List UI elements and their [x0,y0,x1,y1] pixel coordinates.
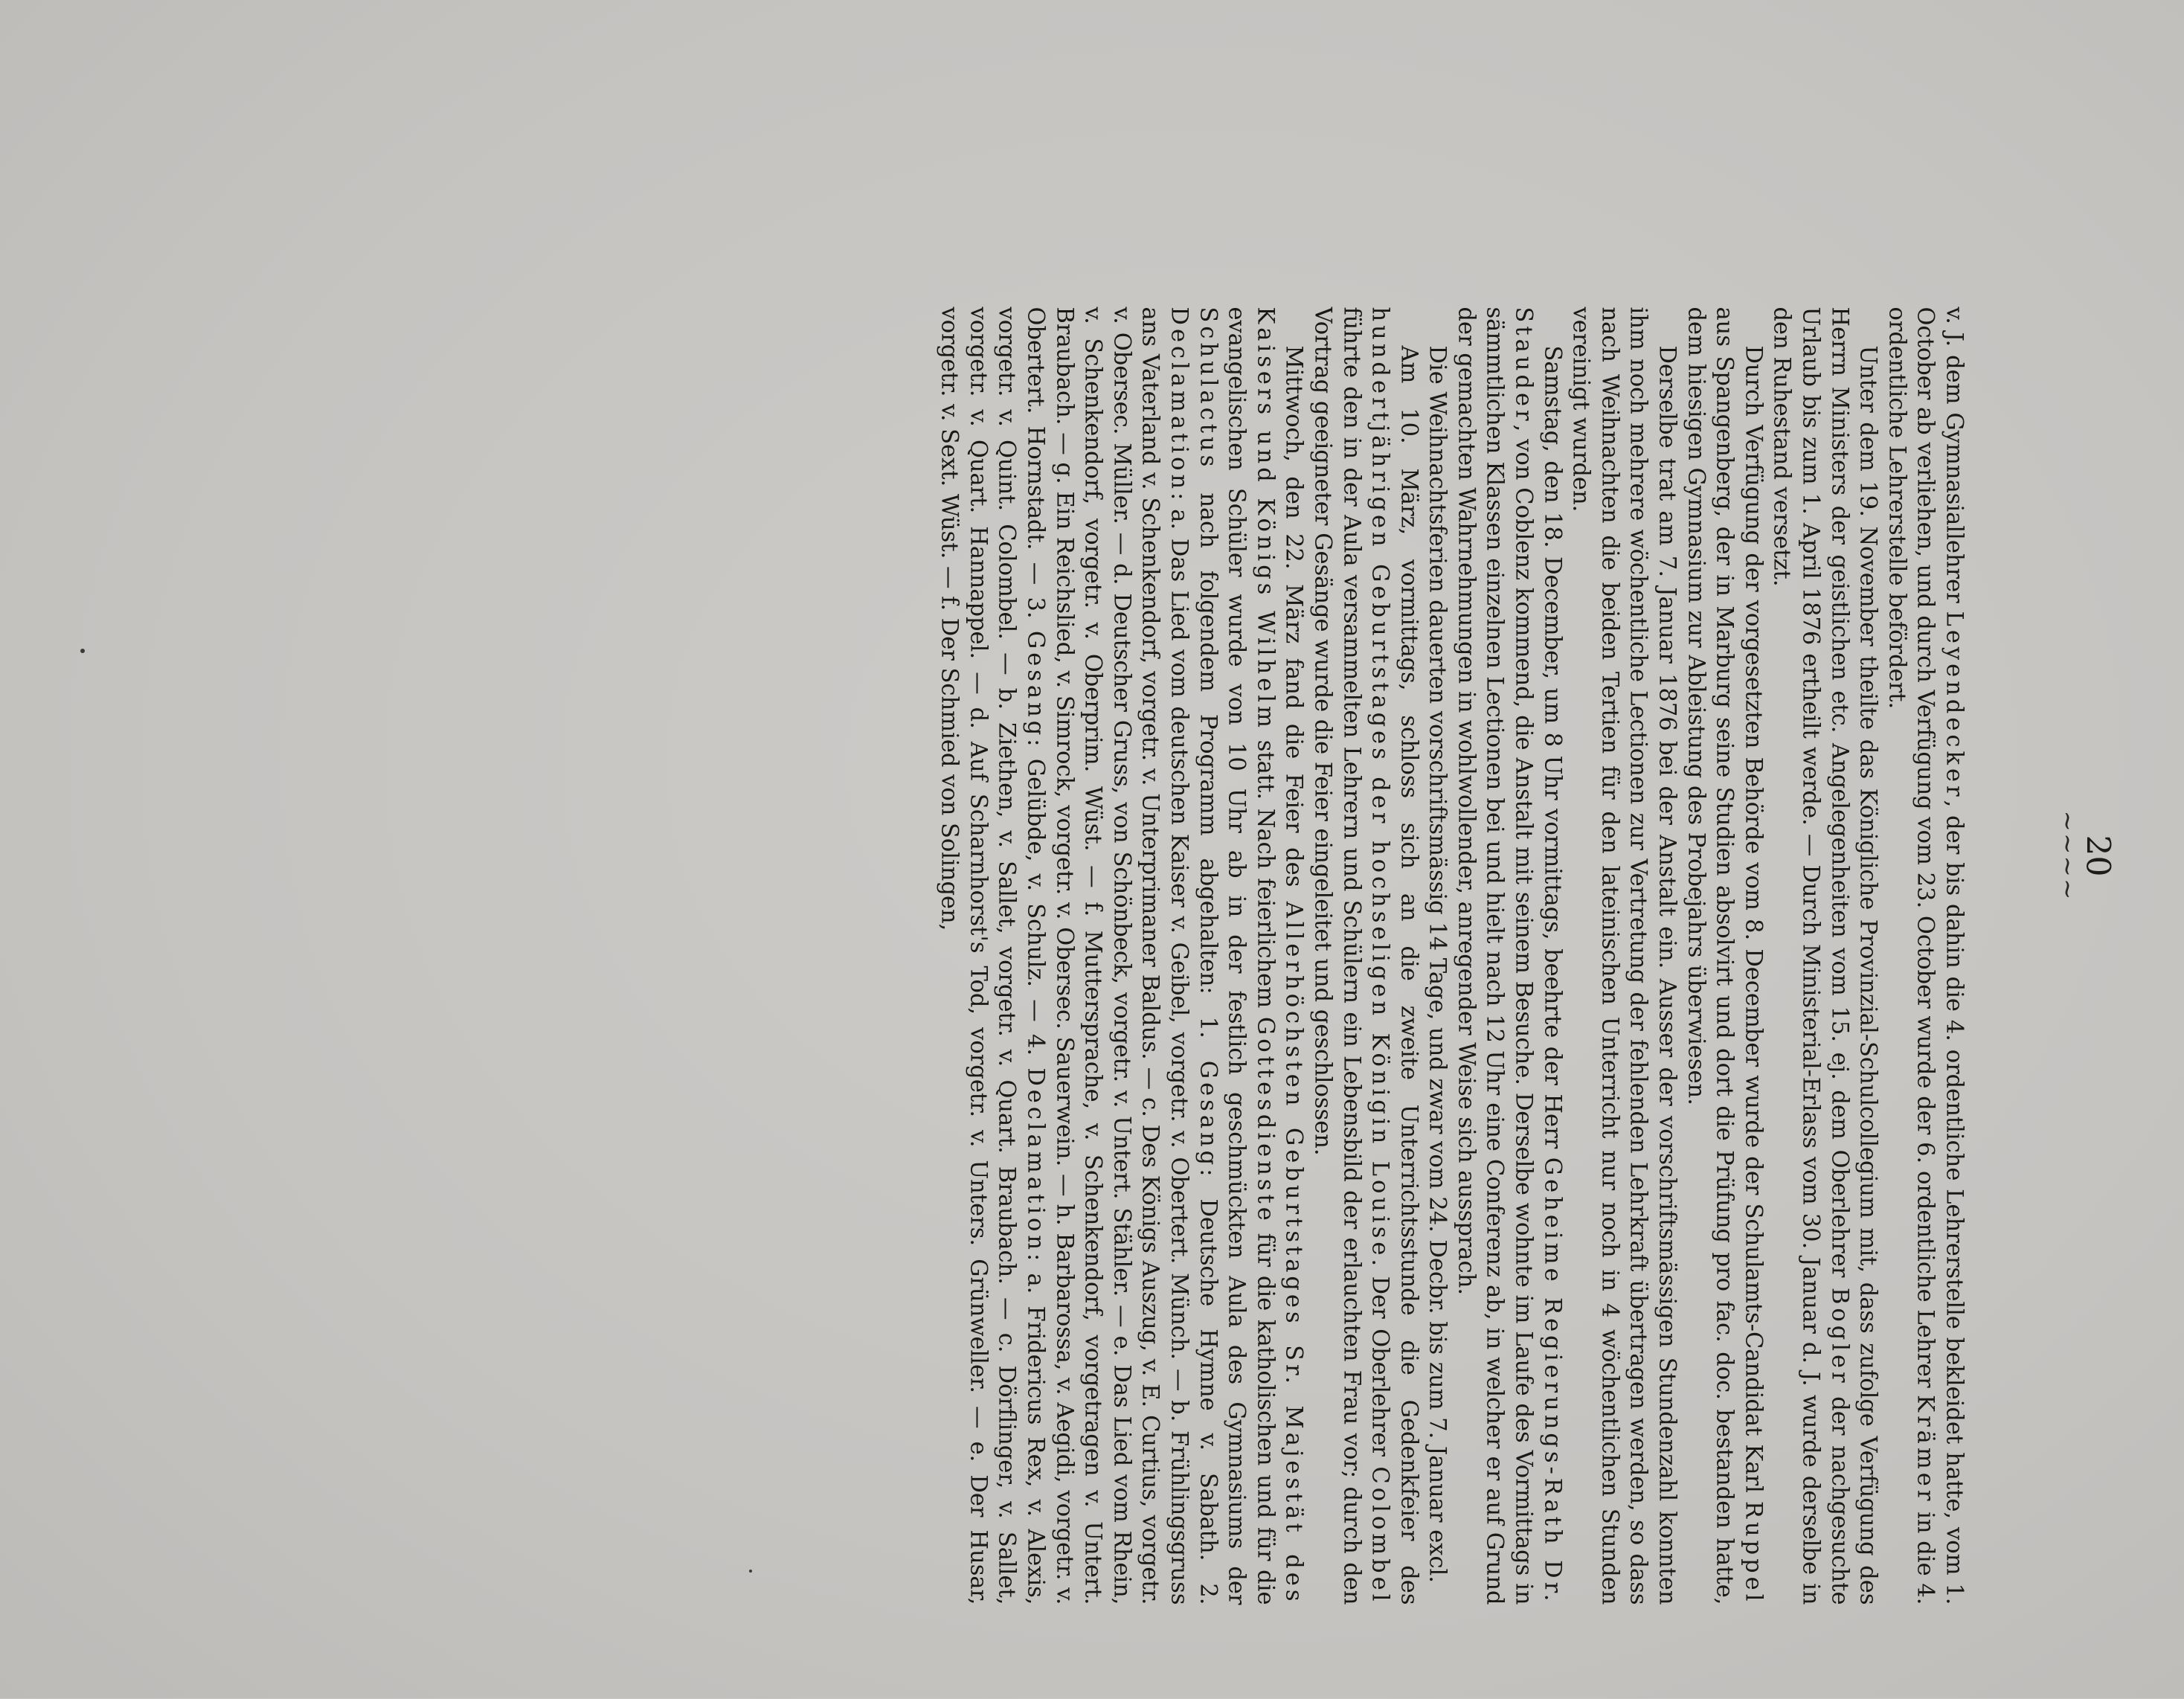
paragraph [1882,307,1968,1605]
text-run: Samstag, den 18. December, um 8 Uhr vormittags, beehrte der Herr [1539,345,1566,1157]
emphasized-text: Schulactus [1195,306,1221,471]
text-run: für die katholischen und für die evangelischen Schüler wurde von 10 Uhr ab in der festlich geschmückten Aula des Gymnasiums der [1223,306,1279,1605]
text-run: Derselbe trat am 7. Januar 1876 bei der Anstalt ein. Ausser der vorschriftsmässigen Stundenzahl konnten ihm noch mehrere wöchentliche Lectionen zur Vertretung der fehlenden Lehrkraft übertragen werden, so dass nach Weihnachten die beiden Tertien für den lateinischen Unterricht nur noch in 4 wöchentlichen Stunden vereinigt wurden. [1567,306,1680,1605]
emphasized-text: Allerhöchsten Geburtstages Sr. Majestät des Kaisers und Königs Wilhelm [1252,306,1307,1605]
text-run: , von Coblenz kommend, die Anstalt mit seinem Besuche. Derselbe wohnte im Laufe des Vormittags in sämmtlichen Klassen einzelnen Lectionen bei und hielt nach 12 Uhr eine Conferenz ab, in welcher er auf Grund der gemachten Wahrnehmungen in wohlwollender, anregender Weise sich aussprach. [1453,306,1537,1605]
emphasized-text: Colombel [1366,1466,1393,1605]
text-run: Unter dem 19. November theilte das Königliche Provinzial-Schulcollegium mit, dass zufolge Verfügung des Herrn Ministers der geistlichen etc. Angelegenheiten vom 15. ej. dem Oberlehrer [1826,306,1881,1605]
page-number: 20 [2078,835,2117,877]
text-run: aus Spangenberg, der in Marburg seine Studien absolvirt und dort die Prüfung pro fac. doc. bestanden hatte, dem hiesigen Gymnasium zur Ableistung des Probejahrs überwiesen. [1683,306,1738,1605]
emphasized-text: Gesang [1195,1060,1221,1169]
emphasized-text: Gottesdienste [1252,1016,1279,1224]
text-run: v. J. dem Gymnasiallehrer [1941,306,1968,611]
paragraph [1767,307,1881,1605]
paragraph [1308,307,1422,1605]
body-text [540,307,1968,1605]
text-run: . Der Oberlehrer [1366,1259,1393,1467]
emphasized-text: Leyendecker [1941,611,1968,800]
text-run: : a. Fridericus Rex, v. Alexis, vorgetr. v. Quint. Colombel. — b. Ziethen, v. Sallet, vorgetr. v. Quart. Braubach. — c. Dörflinger, v. Sallet, vorgetr. v. Quart. Hannappel. — d. Auf Scharnhorst's Tod, vorgetr. v. Unters. Grünweller. — e. Der Husar, vorgetr. v. Sext. Wüst. — f. Der Schmied von Solingen, [936,306,1049,1605]
paragraph [1566,307,1680,1605]
paragraph [1451,307,1566,1605]
dust-speck [80,649,85,653]
emphasized-text: Gesang [1022,630,1049,739]
text-run: Durch Verfügung der vorgesetzten Behörde vom 8. December wurde der Schulamts-Candidat Karl [1740,345,1767,1502]
emphasized-text: Krämer [1912,1395,1939,1505]
paragraph [934,307,1308,1605]
paragraph [1422,307,1451,1605]
emphasized-text: hundertjährigen Geburtstages der hochseligen Königin Louise [1366,306,1393,1259]
text-run: Mittwoch, den 22. März fand die Feier des [1280,345,1307,902]
text-run: : a. Das Lied vom deutschen Kaiser v. Geibel, vorgetr. v. Obertert. Münch. — b. Frühlingsgruss ans Vaterland v. Schenkendorf, vorgetr. v. Unterprimaner Baldus. — c. Des Königs Auszug, v. E. Curtius, vorgetr. v. Obersec. Müller. — d. Deutscher Gruss, von Schönbeck, vorgetr. v. Untert. Stähler. — e. Das Lied vom Rhein, v. Schenkendorf, vorgetr. v. Oberprim. Wüst. — f. Muttersprache, v. Schenkendorf, vorgetragen v. Untert. Braubach. — g. Ein Reichslied, v. Simrock, vorgetr. v. Obersec. Sauerwein. — h. Barbarossa, v. Aegidi, vorgetr. v. Obertert. Hornstadt. — 3. [1022,306,1192,1605]
header-ornament: ~~~~ [2052,810,2083,902]
text-run: : Deutsche Hymne v. Sabath. 2. [1195,1169,1221,1605]
text-run: nach folgendem Programm abgehalten: 1. [1195,470,1221,1061]
text-run: , der bis dahin die 4. ordentliche Lehrerstelle bekleidet hatte, vom 1. October ab verliehen, und durch Verfügung vom 23. October wurde der 6. ordentliche Lehrer [1912,306,1968,1605]
emphasized-text: Geheime Regierungs-Rath Dr. Stauder [1510,306,1566,1605]
text-run: Die Weihnachtsferien dauerten vorschriftsmässig 14 Tage, und zwar vom 24. Decbr. bis zum 7. Januar excl. [1424,345,1451,1583]
paragraph [1681,307,1767,1605]
emphasized-text: Ruppel [1740,1501,1767,1605]
text-run: statt. Nach feierlichem [1252,730,1279,1017]
emphasized-text: Declamation [1022,1067,1049,1253]
text-run: führte den in der Aula versammelten Lehrern und Schülern ein Lebensbild der erlauchten Frau vor; durch den Vortrag geeigneter Gesänge wurde die Feier eingeleitet und geschlossen. [1309,306,1365,1605]
emphasized-text: Declamation [1166,306,1192,493]
text-run: der nachgesuchte Urlaub bis zum 1. April 1876 ertheilt werde. — Durch Ministerial-Erlass vom 30. Januar d. J. wurde derselbe in den Ruhestand versetzt. [1768,306,1853,1605]
rotated-document-page [0,1,2184,1699]
emphasized-text: Bogler [1826,1287,1853,1387]
text-run: Am 10. März, vormittags, schloss sich an die zweite Unterrichtsstunde die Gedenkfeier des [1395,345,1422,1605]
text-run: : Gelübde, v. Schulz. — 4. [1022,739,1049,1068]
text-run: in die 4. ordentliche Lehrerstelle befördert. [1883,306,1939,1605]
page-header [2052,745,2117,968]
dust-speck [749,1570,752,1573]
